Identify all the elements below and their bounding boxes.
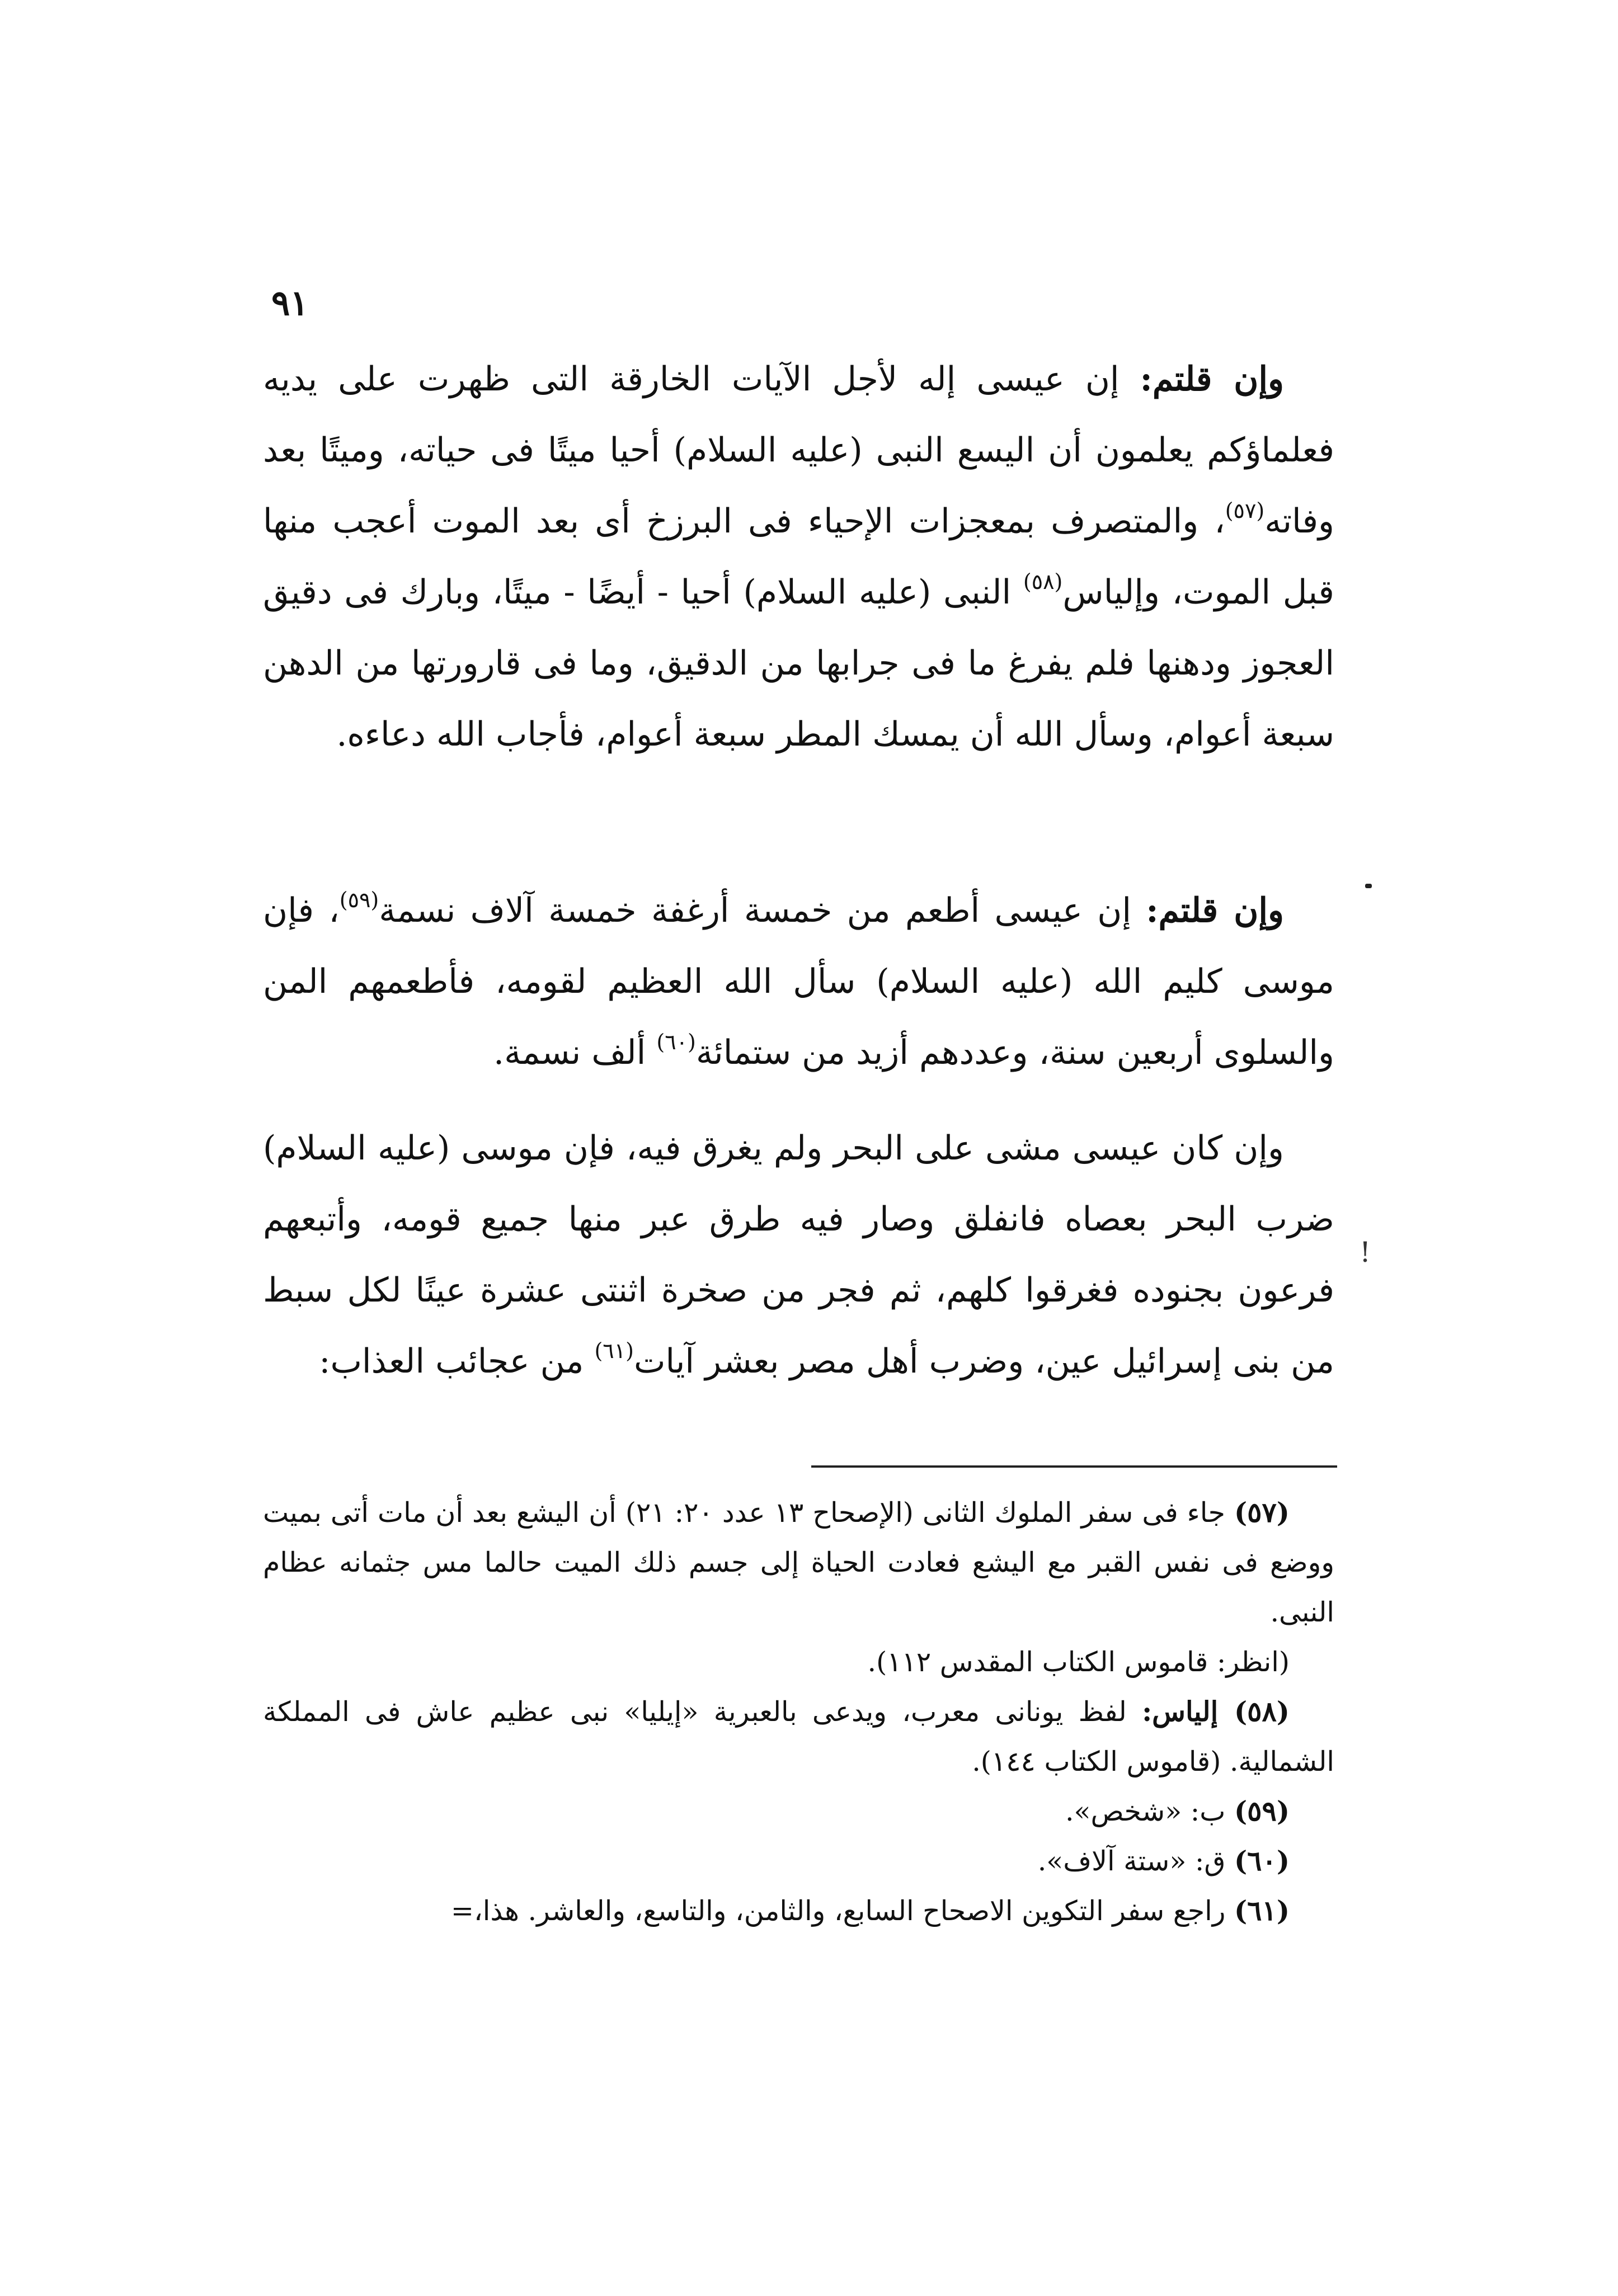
footnote-number: (٥٨): [1234, 1695, 1290, 1728]
paragraph-text: ألف نسمة.: [493, 1033, 657, 1072]
body-paragraph-1: [263, 344, 1334, 770]
footnote-number: (٦١): [1234, 1894, 1290, 1927]
page-number: ٩١: [271, 282, 309, 323]
footnote-ref-58[interactable]: (٥٨): [1023, 569, 1063, 594]
footnote-58: [263, 1687, 1334, 1786]
footnote-text: لفظ يونانى معرب، ويدعى بالعبرية «إيليا» نبى عظيم عاش فى المملكة الشمالية. (قاموس الكتاب ١٤٤).: [263, 1696, 1334, 1778]
body-paragraph-3: [263, 1113, 1334, 1397]
body-paragraph-2: [263, 875, 1334, 1088]
footnote-text: جاء فى سفر الملوك الثانى (الإصحاح ١٣ عدد ٢٠: ٢١) أن اليشع بعد أن مات أتى بميت ووضع فى نفس القبر مع اليشع فعادت الحياة إلى جسم ذلك الميت حالما مس جثمانه عظام النبى.: [263, 1497, 1334, 1628]
scan-speck: [1365, 884, 1372, 888]
footnote-lead: إلياس:: [1142, 1695, 1234, 1728]
footnote-57: [263, 1488, 1334, 1637]
footnote-text: راجع سفر التكوين الاصحاح السابع، والثامن، والتاسع، والعاشر. هذا،=: [450, 1895, 1234, 1927]
paragraph-lead: وإن قلتم:: [1140, 360, 1284, 399]
paragraph-text: من عجائب العذاب:: [319, 1342, 595, 1381]
paragraph-text: إن عيسى أطعم من خمسة أرغفة خمسة آلاف نسمة: [379, 891, 1146, 930]
footnote-ref-61[interactable]: (٦١): [594, 1338, 634, 1363]
footnotes: [263, 1488, 1334, 1936]
footnote-number: (٥٧): [1234, 1496, 1290, 1529]
paragraph-text: إن عيسى إله لأجل الآيات الخارقة التى ظهرت على يديه فعلماؤكم يعلمون أن اليسع النبى (عليه السلام) أحيا ميتًا فى حياته، وميتًا بعد وفاته: [263, 360, 1334, 541]
footnote-61: [263, 1886, 1334, 1936]
margin-mark: !: [1360, 1236, 1371, 1269]
footnote-text: ق: «ستة آلاف».: [1037, 1845, 1234, 1877]
footnote-ref-60[interactable]: (٦٠): [656, 1030, 696, 1054]
footnote-60: [263, 1836, 1334, 1886]
paragraph-text: ، والمتصرف بمعجزات الإحياء فى البرزخ أى بعد الموت أعجب منها قبل الموت، وإلياس: [263, 502, 1334, 612]
paragraph-text: ، فإن موسى كليم الله (عليه السلام) سأل الله العظيم لقومه، فأطعمهم المن والسلوى أربعين سنة، وعددهم أزيد من ستمائة: [263, 891, 1334, 1072]
paragraph-text: وإن كان عيسى مشى على البحر ولم يغرق فيه، فإن موسى (عليه السلام) ضرب البحر بعصاه فانفلق وصار فيه طرق عبر منها جميع قومه، وأتبعهم فرعون بجنوده فغرقوا كلهم، ثم فجر من صخرة اثنتى عشرة عينًا لكل سبط من بنى إسرائيل عين، وضرب أهل مصر بعشر آيات: [263, 1129, 1334, 1381]
footnote-number: (٥٩): [1234, 1795, 1290, 1827]
footnote-ref-57[interactable]: (٥٧): [1225, 498, 1265, 523]
paragraph-text: النبى (عليه السلام) أحيا - أيضًا - ميتًا، وبارك فى دقيق العجوز ودهنها فلم يفرغ ما فى جرابها من الدقيق، وما فى قارورتها من الدهن سبعة أعوام، وسأل الله أن يمسك المطر سبعة أعوام، فأجاب الله دعاءه.: [263, 573, 1334, 754]
footnote-ref-59[interactable]: (٥٩): [339, 888, 379, 912]
footnote-57-reference: [263, 1637, 1334, 1687]
footnote-number: (٦٠): [1234, 1845, 1290, 1877]
paragraph-lead: وإن قلتم:: [1146, 891, 1285, 930]
footnote-divider: [811, 1465, 1337, 1468]
footnote-59: [263, 1786, 1334, 1836]
footnote-text: (انظر: قاموس الكتاب المقدس ١١٢).: [867, 1646, 1290, 1678]
footnote-text: ب: «شخص».: [1065, 1795, 1234, 1827]
